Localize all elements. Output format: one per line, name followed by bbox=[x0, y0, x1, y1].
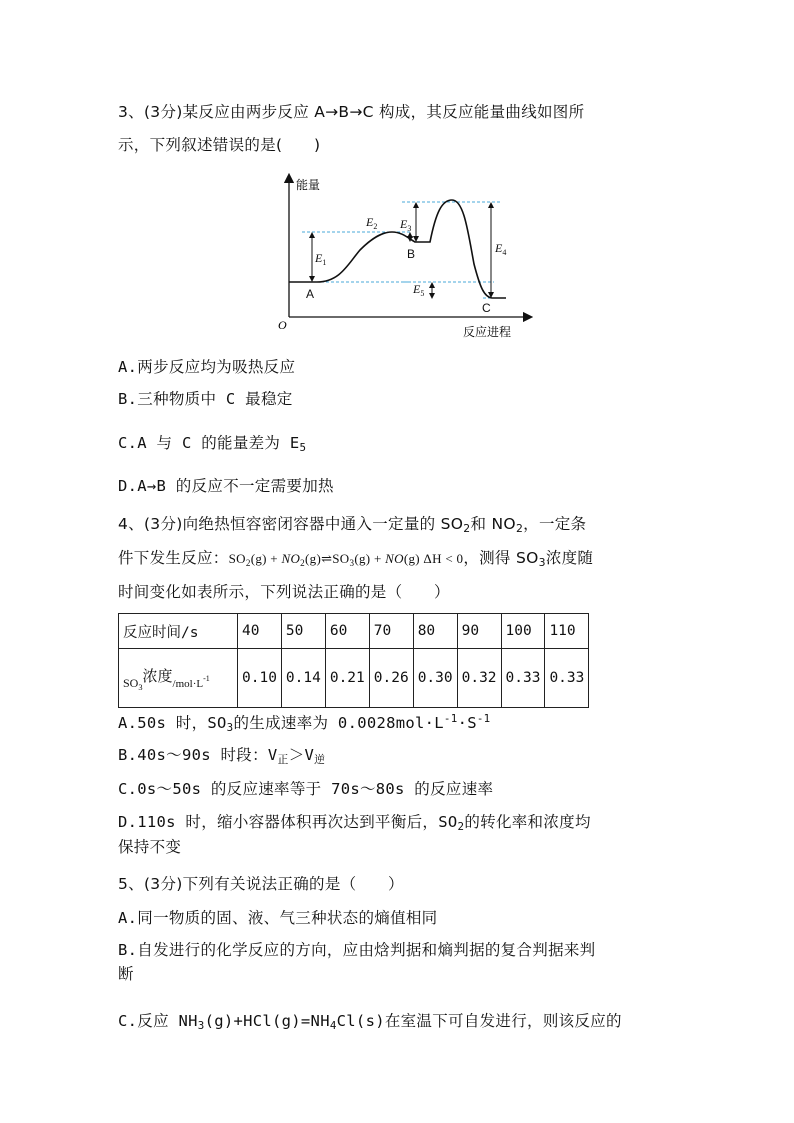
table-cell-value: 0.33 bbox=[501, 649, 545, 708]
table-cell-value: 0.32 bbox=[457, 649, 501, 708]
table-cell-value: 0.14 bbox=[281, 649, 325, 708]
table-header-label: 反应时间/s bbox=[119, 614, 238, 649]
q3-option-b: B.三种物质中 C 最稳定 bbox=[118, 390, 293, 408]
y-axis-label: 能量 bbox=[296, 178, 321, 192]
e3-label: $E_3$ bbox=[400, 217, 412, 233]
q5-option-a: A.同一物质的固、液、气三种状态的熵值相同 bbox=[118, 909, 438, 927]
point-c-label: C bbox=[482, 301, 491, 315]
table-cell-value: 0.21 bbox=[325, 649, 369, 708]
so3-concentration-table bbox=[118, 613, 589, 708]
q4-stem-line3: 时间变化如表所示，下列说法正确的是（ ） bbox=[118, 583, 450, 601]
energy-curve bbox=[289, 200, 506, 298]
table-cell-time: 100 bbox=[501, 614, 545, 649]
q5-option-b-line2: 断 bbox=[118, 965, 134, 983]
table-cell-time: 70 bbox=[369, 614, 413, 649]
table-cell-time: 50 bbox=[281, 614, 325, 649]
origin-label: O bbox=[278, 318, 287, 332]
table-cell-value: 0.10 bbox=[238, 649, 282, 708]
q3-option-c: C.A 与 C 的能量差为 $E_5$ bbox=[118, 434, 307, 454]
q4-option-d-line1: D.110s 时，缩小容器体积再次达到平衡后，$SO_2$的转化率和浓度均 bbox=[118, 813, 591, 833]
point-b-label: B bbox=[407, 247, 416, 261]
table-cell-value: 0.30 bbox=[413, 649, 457, 708]
q5-option-b-line1: B.自发进行的化学反应的方向，应由焓判据和熵判据的复合判据来判 bbox=[118, 941, 596, 959]
e1-label: $E_1$ bbox=[315, 251, 327, 267]
table-cell-time: 40 bbox=[238, 614, 282, 649]
table-cell-time: 90 bbox=[457, 614, 501, 649]
q4-option-d-line2: 保持不变 bbox=[118, 838, 182, 856]
q4-option-c: C.0s～50s 的反应速率等于 70s～80s 的反应速率 bbox=[118, 780, 494, 798]
q3-option-a: A.两步反应均为吸热反应 bbox=[118, 358, 296, 376]
q4-stem-line1: 4、(3分)向绝热恒容密闭容器中通入一定量的 $SO_2$和 $NO_2$，一定条 bbox=[118, 515, 587, 535]
q3-stem-line2: 示，下列叙述错误的是( ) bbox=[118, 136, 321, 154]
table-cell-time: 80 bbox=[413, 614, 457, 649]
q3-stem-line1: 3、(3分)某反应由两步反应 A→B→C 构成，其反应能量曲线如图所 bbox=[118, 103, 585, 121]
q4-option-b: B.40s～90s 时段：$V_正>V_逆$ bbox=[118, 746, 326, 766]
table-data-row bbox=[119, 649, 589, 708]
e5-label: $E_5$ bbox=[413, 282, 425, 298]
q3-option-d: D.A→B 的反应不一定需要加热 bbox=[118, 477, 334, 495]
e2-label: $E_2$ bbox=[366, 215, 378, 231]
q4-stem-line2: 件下发生反应：$SO_2(g)$ + $NO_2(g)\rightleftharpoons SO_3(g) + NO(g) \Delta H < 0$，测得 $SO_3$浓度随 bbox=[118, 549, 594, 569]
q5-stem: 5、(3分)下列有关说法正确的是（ ） bbox=[118, 875, 404, 893]
table-cell-time: 60 bbox=[325, 614, 369, 649]
energy-diagram bbox=[270, 172, 540, 340]
point-a-label: A bbox=[306, 287, 315, 301]
reaction-equation: $SO_2(g)$ + $NO_2(g)\rightleftharpoons SO_3(g) + NO(g) \Delta H < 0$ bbox=[228, 551, 464, 568]
table-cell-time: 110 bbox=[545, 614, 589, 649]
q5-option-c: C.反应 $NH_3(g)+HCl(g)=NH_4Cl(s)$在室温下可自发进行，则该反应的 bbox=[118, 1012, 622, 1032]
table-row-label: $SO_3$浓度$/mol\cdot L^{-1}$ bbox=[119, 649, 238, 708]
table-cell-value: 0.26 bbox=[369, 649, 413, 708]
x-axis-label: 反应进程 bbox=[463, 325, 512, 339]
e4-label: $E_4$ bbox=[495, 241, 507, 257]
table-cell-value: 0.33 bbox=[545, 649, 589, 708]
q4-option-a: A.50s 时，$SO_3$的生成速率为 $0.0028mol\cdot L^{-1}\cdot S^{-1}$ bbox=[118, 712, 491, 734]
table-header-row bbox=[119, 614, 589, 649]
